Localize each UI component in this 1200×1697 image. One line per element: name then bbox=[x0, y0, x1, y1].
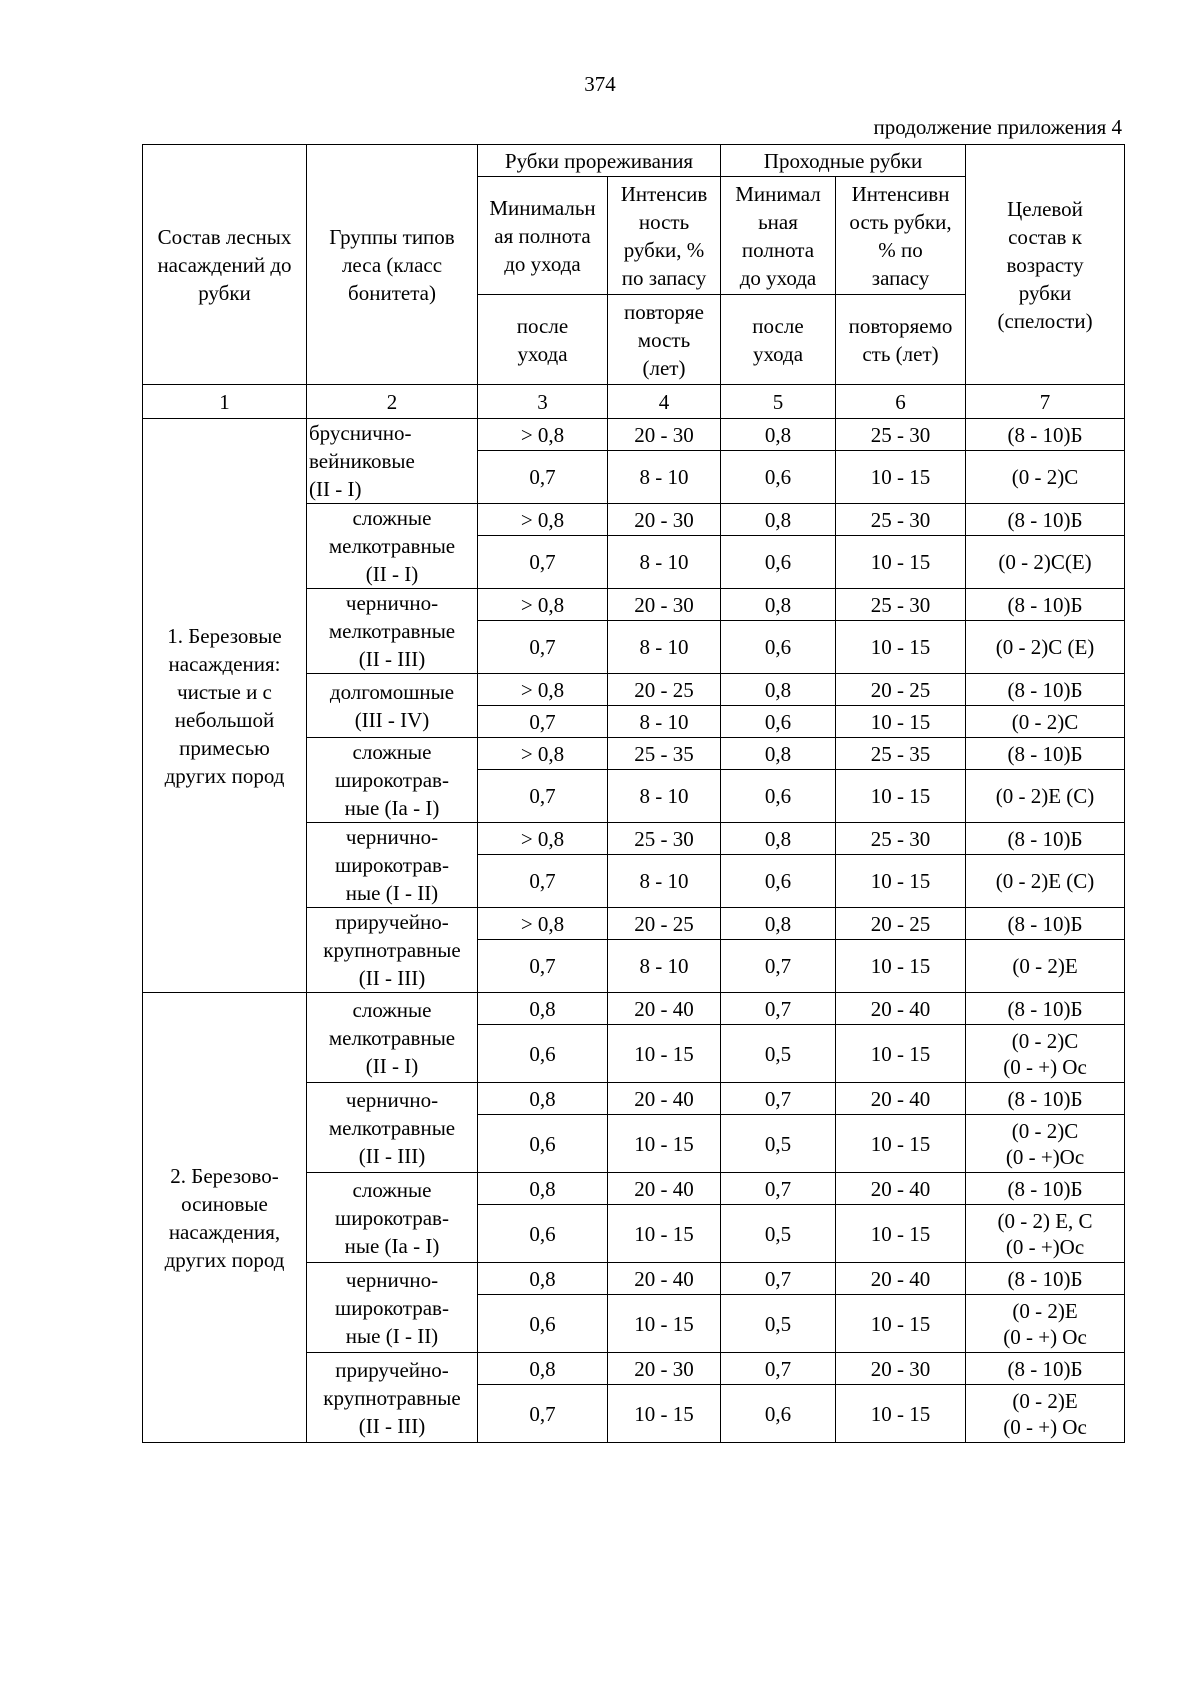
intensity-passage-value: 25 - 35 bbox=[836, 738, 966, 770]
min-density-passage-value: 0,7 bbox=[721, 1083, 836, 1115]
min-density-value: 0,7 bbox=[478, 770, 608, 823]
target-composition-value: (0 - 2)С (0 - +)Ос bbox=[966, 1115, 1125, 1173]
header-passage-cuttings: Проходные рубки bbox=[721, 145, 966, 177]
min-density-value: 0,8 bbox=[478, 1083, 608, 1115]
intensity-value: 10 - 15 bbox=[608, 1385, 721, 1443]
column-number: 7 bbox=[966, 385, 1125, 419]
intensity-passage-value: 25 - 30 bbox=[836, 419, 966, 451]
intensity-value: 8 - 10 bbox=[608, 451, 721, 504]
intensity-passage-value: 25 - 30 bbox=[836, 823, 966, 855]
intensity-passage-value: 10 - 15 bbox=[836, 1205, 966, 1263]
target-composition-value: (0 - 2)Е (0 - +) Ос bbox=[966, 1385, 1125, 1443]
column-numbers-row bbox=[143, 385, 1125, 419]
min-density-passage-value: 0,7 bbox=[721, 1173, 836, 1205]
min-density-passage-value: 0,5 bbox=[721, 1205, 836, 1263]
table-row bbox=[143, 993, 1125, 1025]
forest-group-cell: сложные мелкотравные (II - I) bbox=[307, 993, 478, 1083]
intensity-value: 20 - 40 bbox=[608, 993, 721, 1025]
header-after-care: после ухода bbox=[478, 295, 608, 385]
target-composition-value: (8 - 10)Б bbox=[966, 589, 1125, 621]
intensity-passage-value: 20 - 40 bbox=[836, 1263, 966, 1295]
intensity-value: 10 - 15 bbox=[608, 1115, 721, 1173]
target-composition-value: (8 - 10)Б bbox=[966, 993, 1125, 1025]
column-number: 5 bbox=[721, 385, 836, 419]
target-composition-value: (8 - 10)Б bbox=[966, 738, 1125, 770]
intensity-passage-value: 10 - 15 bbox=[836, 1385, 966, 1443]
intensity-value: 20 - 40 bbox=[608, 1173, 721, 1205]
intensity-value: 25 - 35 bbox=[608, 738, 721, 770]
min-density-value: > 0,8 bbox=[478, 674, 608, 706]
min-density-value: 0,6 bbox=[478, 1205, 608, 1263]
header-forest-groups: Группы типов леса (класс бонитета) bbox=[307, 145, 478, 385]
forest-group-cell: приручейно- крупнотравные (II - III) bbox=[307, 908, 478, 993]
min-density-value: 0,6 bbox=[478, 1295, 608, 1353]
page-number: 374 bbox=[584, 72, 616, 96]
target-composition-value: (0 - 2)С bbox=[966, 451, 1125, 504]
intensity-passage-value: 20 - 40 bbox=[836, 1173, 966, 1205]
header-repeat-passage: повторяемо сть (лет) bbox=[836, 295, 966, 385]
target-composition-value: (8 - 10)Б bbox=[966, 1083, 1125, 1115]
intensity-value: 20 - 30 bbox=[608, 1353, 721, 1385]
intensity-value: 8 - 10 bbox=[608, 940, 721, 993]
header-min-density: Минимальн ая полнота до ухода bbox=[478, 177, 608, 295]
min-density-value: 0,7 bbox=[478, 621, 608, 674]
intensity-passage-value: 10 - 15 bbox=[836, 1115, 966, 1173]
min-density-value: 0,8 bbox=[478, 1263, 608, 1295]
target-composition-value: (0 - 2)С(Е) bbox=[966, 536, 1125, 589]
min-density-passage-value: 0,6 bbox=[721, 706, 836, 738]
intensity-passage-value: 10 - 15 bbox=[836, 451, 966, 504]
target-composition-value: (0 - 2)С (0 - +) Ос bbox=[966, 1025, 1125, 1083]
intensity-passage-value: 20 - 40 bbox=[836, 993, 966, 1025]
min-density-passage-value: 0,8 bbox=[721, 738, 836, 770]
min-density-value: 0,8 bbox=[478, 1353, 608, 1385]
min-density-passage-value: 0,8 bbox=[721, 504, 836, 536]
intensity-value: 20 - 30 bbox=[608, 589, 721, 621]
min-density-passage-value: 0,6 bbox=[721, 855, 836, 908]
intensity-value: 20 - 25 bbox=[608, 908, 721, 940]
header-composition: Состав лесных насаждений до рубки bbox=[143, 145, 307, 385]
intensity-value: 8 - 10 bbox=[608, 536, 721, 589]
header-intensity-passage: Интенсивн ость рубки, % по запасу bbox=[836, 177, 966, 295]
intensity-value: 8 - 10 bbox=[608, 621, 721, 674]
intensity-value: 10 - 15 bbox=[608, 1025, 721, 1083]
min-density-passage-value: 0,7 bbox=[721, 993, 836, 1025]
target-composition-value: (0 - 2)С (Е) bbox=[966, 621, 1125, 674]
forest-group-cell: чернично- мелкотравные (II - III) bbox=[307, 1083, 478, 1173]
intensity-passage-value: 20 - 30 bbox=[836, 1353, 966, 1385]
min-density-passage-value: 0,7 bbox=[721, 1353, 836, 1385]
min-density-passage-value: 0,8 bbox=[721, 674, 836, 706]
min-density-value: > 0,8 bbox=[478, 738, 608, 770]
column-number: 6 bbox=[836, 385, 966, 419]
column-number: 2 bbox=[307, 385, 478, 419]
target-composition-value: (8 - 10)Б bbox=[966, 1353, 1125, 1385]
min-density-value: 0,7 bbox=[478, 536, 608, 589]
intensity-passage-value: 10 - 15 bbox=[836, 770, 966, 823]
intensity-value: 20 - 40 bbox=[608, 1083, 721, 1115]
intensity-value: 8 - 10 bbox=[608, 770, 721, 823]
target-composition-value: (0 - 2)Е (С) bbox=[966, 855, 1125, 908]
target-composition-value: (0 - 2)С bbox=[966, 706, 1125, 738]
target-composition-value: (8 - 10)Б bbox=[966, 674, 1125, 706]
intensity-passage-value: 10 - 15 bbox=[836, 1025, 966, 1083]
min-density-value: 0,8 bbox=[478, 1173, 608, 1205]
table-row bbox=[143, 419, 1125, 451]
min-density-passage-value: 0,6 bbox=[721, 451, 836, 504]
intensity-value: 8 - 10 bbox=[608, 706, 721, 738]
min-density-passage-value: 0,5 bbox=[721, 1295, 836, 1353]
min-density-value: 0,7 bbox=[478, 855, 608, 908]
forest-group-cell: брусничнo- вейниковые (II - I) bbox=[307, 419, 478, 504]
min-density-value: 0,8 bbox=[478, 993, 608, 1025]
column-number: 4 bbox=[608, 385, 721, 419]
target-composition-value: (8 - 10)Б bbox=[966, 908, 1125, 940]
intensity-passage-value: 20 - 25 bbox=[836, 674, 966, 706]
intensity-value: 20 - 40 bbox=[608, 1263, 721, 1295]
min-density-value: > 0,8 bbox=[478, 823, 608, 855]
stand-composition-cell: 2. Березово- осиновые насаждения, других пород bbox=[143, 993, 307, 1443]
intensity-passage-value: 10 - 15 bbox=[836, 536, 966, 589]
min-density-passage-value: 0,6 bbox=[721, 621, 836, 674]
target-composition-value: (8 - 10)Б bbox=[966, 504, 1125, 536]
column-number: 1 bbox=[143, 385, 307, 419]
min-density-passage-value: 0,5 bbox=[721, 1025, 836, 1083]
intensity-passage-value: 20 - 25 bbox=[836, 908, 966, 940]
forest-group-cell: долгомошные (III - IV) bbox=[307, 674, 478, 738]
header-thinning: Рубки прореживания bbox=[478, 145, 721, 177]
min-density-value: 0,7 bbox=[478, 706, 608, 738]
forest-group-cell: чернично- широкотрав- ные (I - II) bbox=[307, 823, 478, 908]
forest-group-cell: сложные широкотрав- ные (Iа - I) bbox=[307, 1173, 478, 1263]
forest-group-cell: сложные широкотрав- ные (Iа - I) bbox=[307, 738, 478, 823]
min-density-passage-value: 0,6 bbox=[721, 770, 836, 823]
forest-group-cell: сложные мелкотравные (II - I) bbox=[307, 504, 478, 589]
column-number: 3 bbox=[478, 385, 608, 419]
min-density-value: 0,6 bbox=[478, 1025, 608, 1083]
header-target-composition: Целевой состав к возрасту рубки (спелости) bbox=[966, 145, 1125, 385]
min-density-passage-value: 0,6 bbox=[721, 1385, 836, 1443]
stand-composition-cell: 1. Березовые насаждения: чистые и с небольшой примесью других пород bbox=[143, 419, 307, 993]
header-intensity: Интенсив ность рубки, % по запасу bbox=[608, 177, 721, 295]
forest-group-cell: приручейно- крупнотравные (II - III) bbox=[307, 1353, 478, 1443]
continuation-label: продолжение приложения 4 bbox=[873, 115, 1122, 139]
target-composition-value: (8 - 10)Б bbox=[966, 419, 1125, 451]
intensity-passage-value: 25 - 30 bbox=[836, 589, 966, 621]
min-density-value: > 0,8 bbox=[478, 589, 608, 621]
min-density-value: 0,6 bbox=[478, 1115, 608, 1173]
min-density-passage-value: 0,8 bbox=[721, 589, 836, 621]
intensity-passage-value: 10 - 15 bbox=[836, 855, 966, 908]
min-density-value: > 0,8 bbox=[478, 908, 608, 940]
intensity-value: 10 - 15 bbox=[608, 1295, 721, 1353]
intensity-passage-value: 10 - 15 bbox=[836, 940, 966, 993]
target-composition-value: (0 - 2)Е bbox=[966, 940, 1125, 993]
min-density-value: > 0,8 bbox=[478, 504, 608, 536]
intensity-passage-value: 20 - 40 bbox=[836, 1083, 966, 1115]
intensity-value: 20 - 25 bbox=[608, 674, 721, 706]
min-density-passage-value: 0,6 bbox=[721, 536, 836, 589]
intensity-passage-value: 10 - 15 bbox=[836, 1295, 966, 1353]
min-density-value: 0,7 bbox=[478, 1385, 608, 1443]
min-density-value: > 0,8 bbox=[478, 419, 608, 451]
header-min-density-passage: Минимал ьная полнота до ухода bbox=[721, 177, 836, 295]
header-after-care-passage: после ухода bbox=[721, 295, 836, 385]
min-density-passage-value: 0,5 bbox=[721, 1115, 836, 1173]
min-density-value: 0,7 bbox=[478, 451, 608, 504]
min-density-passage-value: 0,8 bbox=[721, 419, 836, 451]
intensity-passage-value: 10 - 15 bbox=[836, 621, 966, 674]
intensity-passage-value: 25 - 30 bbox=[836, 504, 966, 536]
target-composition-value: (8 - 10)Б bbox=[966, 1263, 1125, 1295]
intensity-value: 8 - 10 bbox=[608, 855, 721, 908]
min-density-passage-value: 0,7 bbox=[721, 1263, 836, 1295]
target-composition-value: (0 - 2)Е (С) bbox=[966, 770, 1125, 823]
intensity-value: 20 - 30 bbox=[608, 504, 721, 536]
min-density-value: 0,7 bbox=[478, 940, 608, 993]
intensity-value: 20 - 30 bbox=[608, 419, 721, 451]
target-composition-value: (8 - 10)Б bbox=[966, 823, 1125, 855]
header-repeat: повторяе мость (лет) bbox=[608, 295, 721, 385]
forest-care-table bbox=[142, 144, 1125, 1443]
target-composition-value: (0 - 2)Е (0 - +) Ос bbox=[966, 1295, 1125, 1353]
intensity-value: 25 - 30 bbox=[608, 823, 721, 855]
forest-group-cell: чернично- мелкотравные (II - III) bbox=[307, 589, 478, 674]
intensity-passage-value: 10 - 15 bbox=[836, 706, 966, 738]
min-density-passage-value: 0,7 bbox=[721, 940, 836, 993]
forest-group-cell: чернично- широкотрав- ные (I - II) bbox=[307, 1263, 478, 1353]
target-composition-value: (0 - 2) Е, С (0 - +)Ос bbox=[966, 1205, 1125, 1263]
min-density-passage-value: 0,8 bbox=[721, 908, 836, 940]
min-density-passage-value: 0,8 bbox=[721, 823, 836, 855]
target-composition-value: (8 - 10)Б bbox=[966, 1173, 1125, 1205]
intensity-value: 10 - 15 bbox=[608, 1205, 721, 1263]
